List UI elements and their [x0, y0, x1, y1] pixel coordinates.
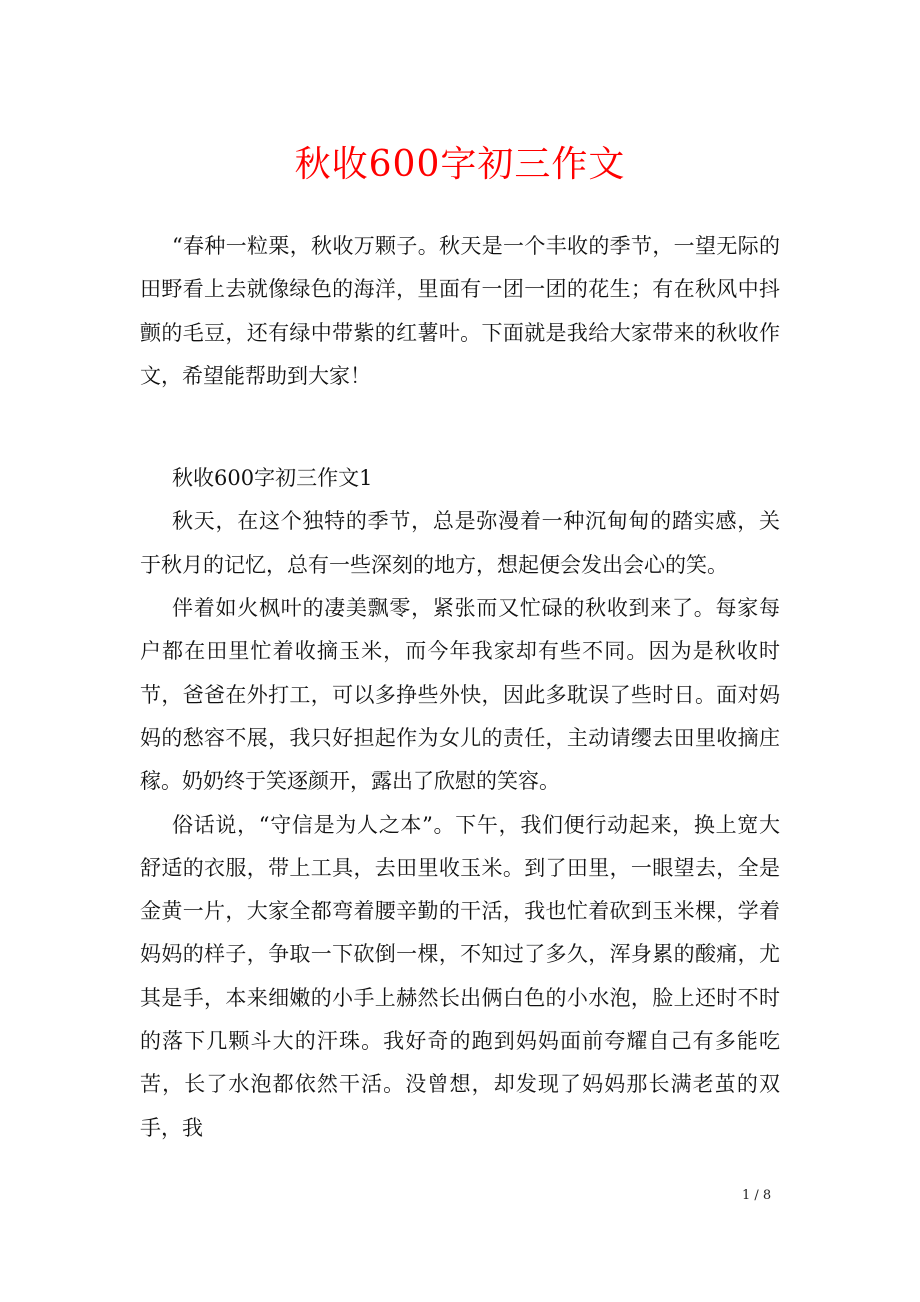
body-paragraph: 秋天，在这个独特的季节，总是弥漫着一种沉甸甸的踏实感，关于秋月的记忆，总有一些深刻的地方，想起便会发出会心的笑。 — [140, 509, 780, 577]
body-paragraph: 俗话说，“守信是为人之本”。下午，我们便行动起来，换上宽大舒适的衣服，带上工具，去田里收玉米。到了田里，一眼望去，全是金黄一片，大家全都弯着腰辛勤的干活，我也忙着砍到玉米棵，学着妈妈的样子，争取一下砍倒一棵，不知过了多久，浑身累的酸痛，尤其是手，本来细嫩的小手上赫然长出俩白色的小水泡，脸上还时不时的落下几颗斗大的汗珠。我好奇的跑到妈妈面前夸耀自己有多能吃苦，长了水泡都依然干活。没曾想，却发现了妈妈那长满老茧的双手，我 — [140, 812, 780, 1140]
intro-paragraph: “春种一粒栗，秋收万颗子。秋天是一个丰收的季节，一望无际的田野看上去就像绿色的海洋，里面有一团一团的花生；有在秋风中抖颤的毛豆，还有绿中带紫的红薯叶。下面就是我给大家带来的秋收作文，希望能帮助到大家！ — [140, 234, 780, 388]
document-title: 秋收600字初三作文 — [294, 144, 626, 185]
body-paragraph: 伴着如火枫叶的凄美飘零，紧张而又忙碌的秋收到来了。每家每户都在田里忙着收摘玉米，而今年我家却有些不同。因为是秋收时节，爸爸在外打工，可以多挣些外快，因此多耽误了些时日。面对妈妈的愁容不展，我只好担起作为女儿的责任，主动请缨去田里收摘庄稼。奶奶终于笑逐颜开，露出了欣慰的笑容。 — [140, 596, 780, 794]
page-number: 1 / 8 — [742, 1188, 772, 1203]
document-body — [140, 225, 780, 1150]
spacer — [140, 398, 780, 457]
section-heading: 秋收600字初三作文1 — [172, 466, 373, 491]
